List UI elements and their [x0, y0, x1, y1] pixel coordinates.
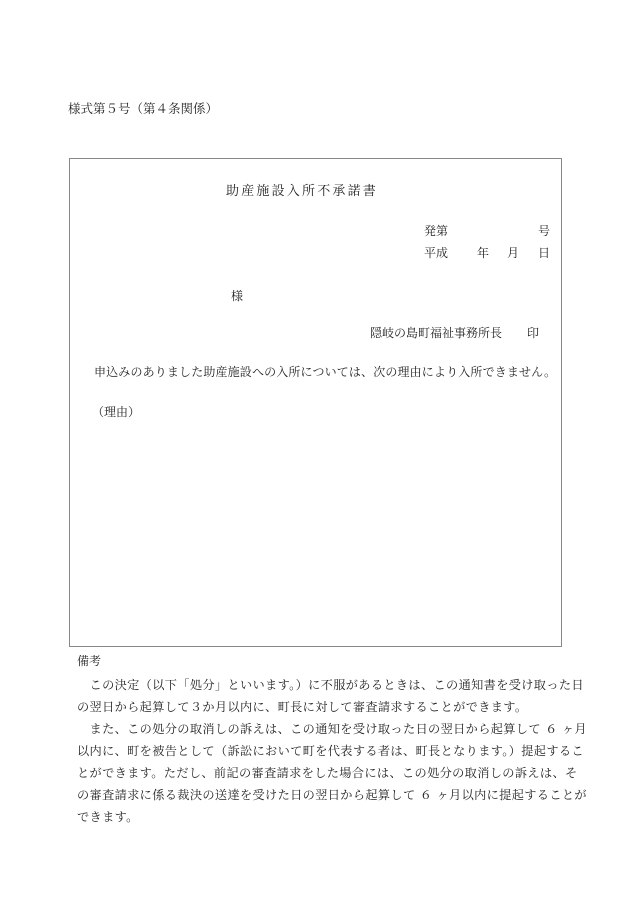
notes-line: の翌日から起算して３か月以内に、町長に対して審査請求することができます。: [77, 700, 528, 714]
form-number: 様式第５号（第４条関係）: [68, 101, 219, 116]
date-year-label: 年: [477, 246, 490, 260]
notice-frame: [69, 158, 562, 647]
document-title: 助産施設入所不承諾書: [226, 184, 379, 199]
notes-line: また、この処分の取消しの訴えは、この通知を受け取った日の翌日から起算して ６ ヶ月: [77, 722, 587, 736]
notes-line: の審査請求に係る裁決の送達を受けた日の翌日から起算して ６ ヶ月以内に提起することが: [77, 788, 587, 802]
notes-line: この決定（以下「処分」といいます。）に不服があるときは、この通知書を受け取った日: [77, 678, 584, 692]
notes-line: できます。: [77, 810, 139, 824]
notes-section: [77, 674, 587, 828]
seal-mark: 印: [527, 326, 540, 340]
addressee-suffix: 様: [231, 289, 244, 303]
date-era: 平成: [424, 246, 449, 260]
issue-number-prefix: 発第: [424, 224, 449, 238]
notice-body: 申込みのありました助産施設への入所については、次の理由により入所できません。: [94, 365, 557, 379]
date-month-label: 月: [507, 246, 520, 260]
issue-number-suffix: 号: [538, 224, 551, 238]
reason-label: （理由）: [92, 405, 141, 419]
issuer-name: 隠岐の島町福祉事務所長: [370, 326, 503, 340]
notes-line: とができます。ただし、前記の審査請求をした場合には、この処分の取消しの訴えは、そ: [77, 766, 578, 780]
notes-line: 以内に、町を被告として（訴訟において町を代表する者は、町長となります。）提起するこ: [77, 744, 584, 758]
notes-heading: 備考: [77, 654, 102, 668]
date-day-label: 日: [538, 246, 551, 260]
